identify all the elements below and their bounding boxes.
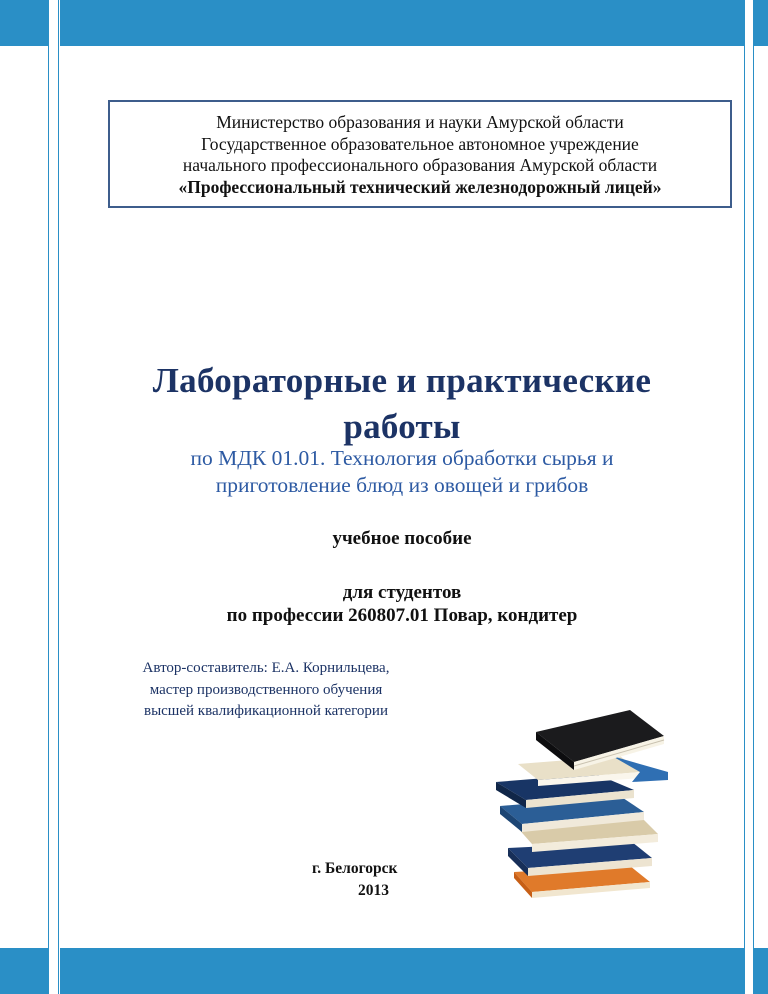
- title-line: Лабораторные и практические: [152, 361, 652, 400]
- document-title: [60, 358, 744, 450]
- publication-year: 2013: [358, 882, 389, 899]
- author-position: мастер производственного обучения: [149, 681, 383, 698]
- institution-name-line: «Профессиональный технический железнодорожный лицей»: [178, 176, 662, 197]
- title-line: работы: [343, 407, 461, 446]
- books-stack-icon: [492, 696, 680, 912]
- frame-rule-right: [753, 0, 754, 994]
- institution-header-box: [108, 100, 732, 208]
- city-name: г. Белогорск: [312, 860, 398, 877]
- author-name: Автор-составитель: Е.А. Корнильцева,: [142, 660, 390, 676]
- publication-place: [260, 858, 460, 902]
- frame-bar-bottom-right: [754, 948, 768, 994]
- target-audience: [60, 581, 744, 627]
- institution-type-line: Государственное образовательное автономное учреждение: [201, 133, 639, 154]
- frame-bar-top: [60, 0, 744, 46]
- frame-bar-top-right: [754, 0, 768, 46]
- author-category: высшей квалификационной категории: [143, 703, 388, 719]
- frame-bar-bottom: [60, 948, 744, 994]
- manual-type: учебное пособие: [332, 528, 472, 549]
- audience-line: для студентов: [342, 582, 462, 603]
- frame-rule-left: [58, 0, 59, 994]
- frame-rule-left: [48, 0, 49, 994]
- document-subtitle: [60, 445, 744, 499]
- ministry-line: Министерство образования и науки Амурской области: [216, 112, 624, 132]
- audience-line: по профессии 260807.01 Повар, кондитер: [226, 605, 578, 626]
- frame-bar-top-left: [0, 0, 48, 46]
- frame-bar-bottom-left: [0, 948, 48, 994]
- author-block: [96, 658, 436, 723]
- subtitle-line: приготовление блюд из овощей и грибов: [215, 473, 589, 497]
- institution-level-line: начального профессионального образования Амурской области: [182, 155, 658, 175]
- subtitle-line: по МДК 01.01. Технология обработки сырья и: [190, 446, 614, 470]
- frame-rule-right: [744, 0, 745, 994]
